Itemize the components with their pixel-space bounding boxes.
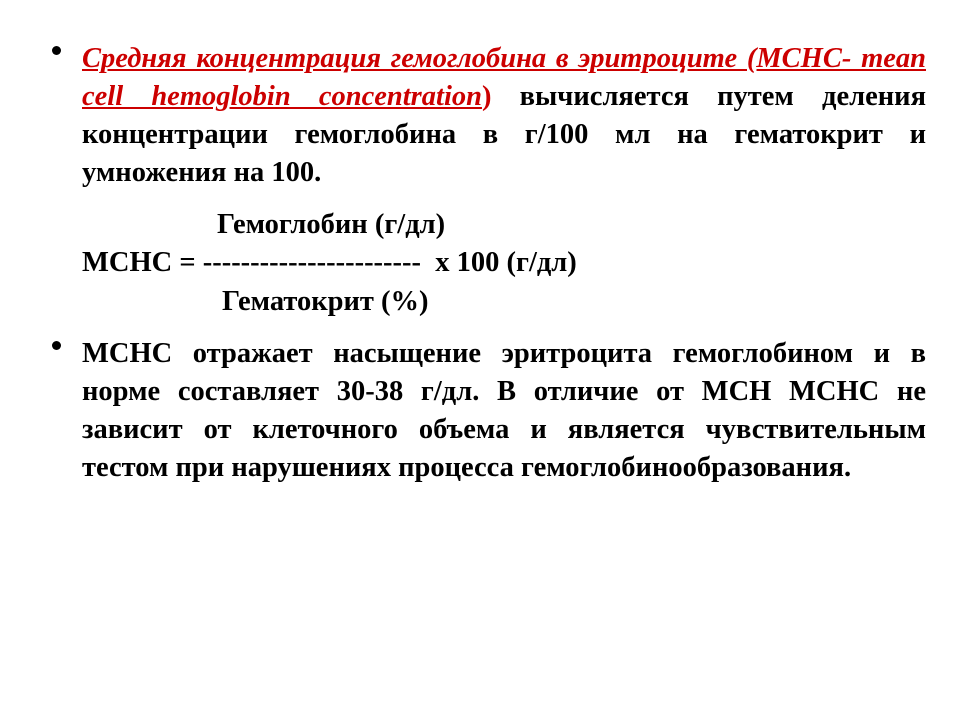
paragraph-body-text: вычисляется путем деления концентрации гемоглобина в г/100 мл на гематокрит и умножения на 100. bbox=[82, 80, 926, 188]
list-item-mchc-definition bbox=[34, 40, 926, 192]
bullet-list bbox=[34, 40, 926, 487]
formula-block bbox=[34, 206, 926, 321]
bullet-dot-icon bbox=[52, 341, 61, 350]
formula-numerator: Гемоглобин (г/дл) bbox=[217, 208, 446, 240]
highlighted-term: Средняя концентрация гемоглобина в эритроците (MCHC- mean cell hemoglobin concentration bbox=[82, 43, 926, 112]
paragraph-mchc-definition bbox=[82, 40, 926, 192]
bullet-dot-icon bbox=[52, 46, 61, 55]
paragraph-mchc-meaning: MCHC отражает насыщение эритроцита гемоглобином и в норме составляет 30-38 г/дл. В отличие от MCH MCHC не зависит от клеточного объема и является чувствительным тестом при нарушениях процесса гемоглобинообразования. bbox=[82, 337, 926, 483]
list-item-mchc-meaning bbox=[34, 335, 926, 487]
formula-equation: MCHC = ----------------------- x 100 (г/дл) bbox=[82, 247, 577, 279]
highlighted-term-tail: ) bbox=[481, 80, 492, 112]
formula-denominator: Гематокрит (%) bbox=[222, 285, 429, 317]
